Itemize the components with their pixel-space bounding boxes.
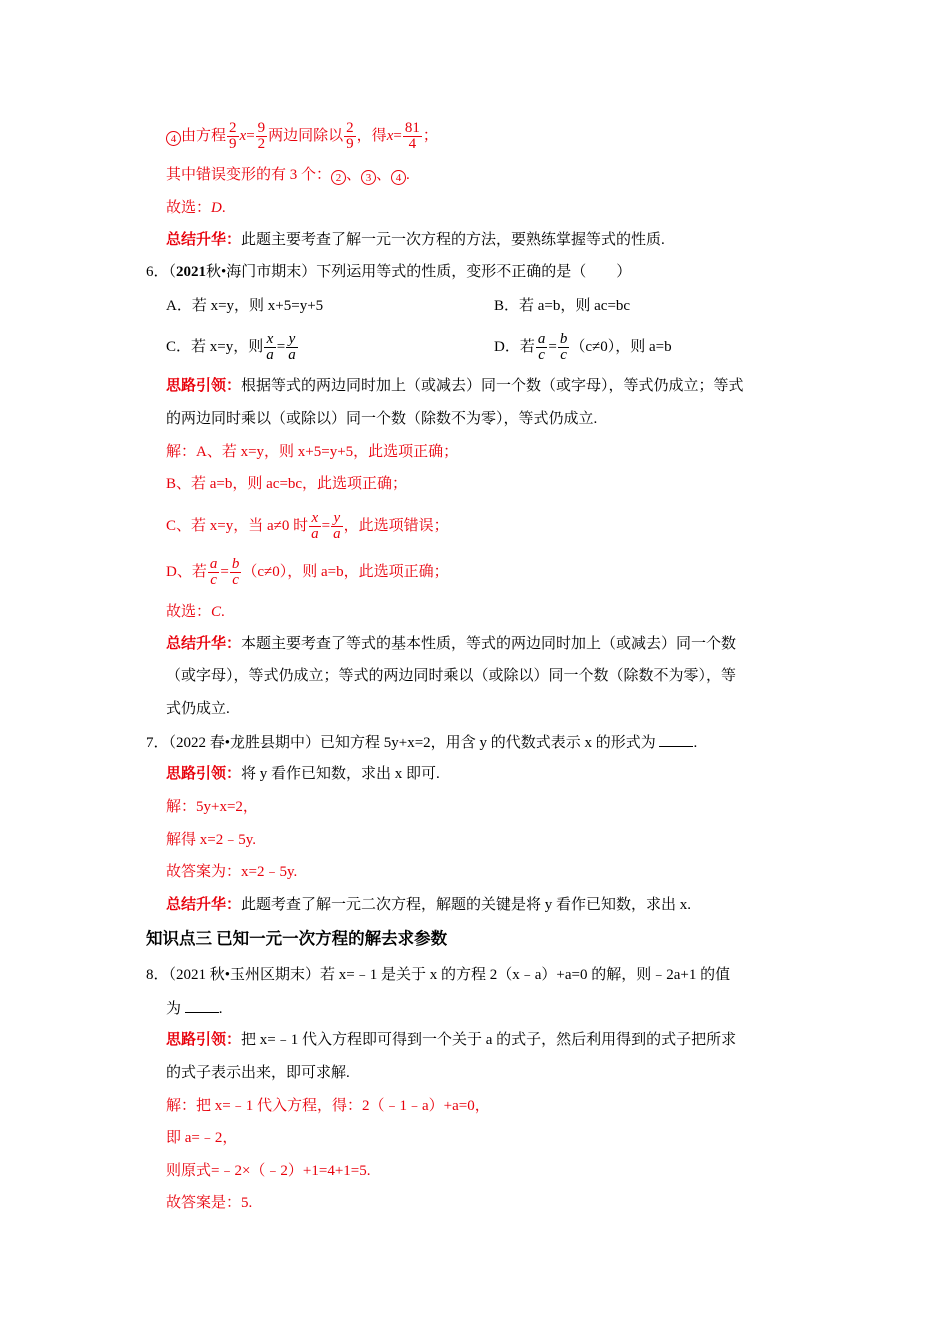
q6-answer: 故选：C. [166, 604, 225, 620]
q7-stem: 7．（2022 春•龙胜县期中）已知方程 5y+x=2，用含 y 的代数式表示 x 的形式为 . [146, 732, 697, 753]
q6-summary-line1: 总结升华：本题主要考查了等式的基本性质，等式的两边同时加上（或减去）同一个数 [166, 636, 737, 652]
summary-label: 总结升华： [166, 897, 242, 913]
q6-solution-b: B、若 a=b，则 ac=bc，此选项正确； [166, 476, 408, 492]
q7-summary: 总结升华：此题考查了解一元二次方程，解题的关键是将 y 看作已知数，求出 x. [166, 897, 692, 913]
fraction: $\frac{y}{a}$ [288, 331, 296, 364]
item4-pre: 由方程 [181, 128, 227, 144]
fraction: $\frac{2}{9}$ [346, 120, 354, 153]
q6-summary-line3: 式仍成立. [166, 701, 230, 717]
fraction: $\frac{81}{4}$ [404, 120, 420, 153]
fraction: $\frac{b}{c}$ [559, 331, 568, 364]
q7-hint: 思路引领：将 y 看作已知数，求出 x 即可. [166, 766, 440, 782]
q6-solution-c: C、若 x=y，当 a≠0 时 $\frac{x}{a}$ = $\frac{y}{a}$ ，此选项错误； [166, 510, 449, 543]
q6-summary-line2: （或字母），等式仍成立；等式的两边同时乘以（或除以）同一个数（除数不为零），等 [166, 668, 737, 684]
circled-number: 4 [166, 131, 181, 146]
q8-solution-2: 即 a=﹣2， [166, 1130, 238, 1146]
q5-answer: 故选：D. [166, 200, 226, 216]
summary-label: 总结升华： [166, 636, 242, 652]
q6-hint-line1: 思路引领：根据等式的两边同时加上（或减去）同一个数（或字母），等式仍成立；等式 [166, 378, 744, 394]
q6-solution-a: 解：A、若 x=y，则 x+5=y+5，此选项正确； [166, 444, 459, 460]
hint-label: 思路引领： [166, 1032, 242, 1048]
hint-label: 思路引领： [166, 766, 242, 782]
q8-stem-line1: 8．（2021 秋•玉州区期末）若 x=﹣1 是关于 x 的方程 2（x﹣a）+a=0 的解，则﹣2a+1 的值 [146, 967, 731, 983]
answer-blank [659, 732, 693, 747]
q8-solution-1: 解：把 x=﹣1 代入方程，得：2（﹣1﹣a）+a=0， [166, 1098, 490, 1114]
q6-option-b: B．若 a=b，则 ac=bc [494, 298, 631, 314]
q6-solution-d: D、若 $\frac{a}{c}$ = $\frac{b}{c}$ （c≠0），则 a=b，此选项正确； [166, 556, 449, 589]
fraction: $\frac{9}{2}$ [257, 120, 266, 153]
fraction: $\frac{x}{a}$ [311, 510, 319, 543]
q8-hint-line1: 思路引领：把 x=﹣1 代入方程即可得到一个关于 a 的式子，然后利用得到的式子把所求 [166, 1032, 737, 1048]
q5-summary: 总结升华：此题主要考查了解一元一次方程的方法，要熟练掌握等式的性质. [166, 232, 665, 248]
q6-option-c: C．若 x=y，则 $\frac{x}{a}$ = $\frac{y}{a}$ [166, 331, 296, 364]
q6-stem: 6．（2021秋•海门市期末）下列运用等式的性质，变形不正确的是（ ） [146, 264, 632, 280]
q8-hint-line2: 的式子表示出来，即可求解. [166, 1065, 350, 1081]
q6-hint-line2: 的两边同时乘以（或除以）同一个数（除数不为零），等式仍成立. [166, 411, 598, 427]
wrong-count-line: 其中错误变形的有 3 个： 2 、 3 、 4 . [166, 167, 410, 184]
fraction: $\frac{y}{a}$ [333, 510, 341, 543]
fraction: $\frac{a}{c}$ [209, 556, 218, 589]
circled-number: 2 [331, 170, 346, 185]
fraction: $\frac{2}{9}$ [229, 120, 237, 153]
section-heading: 知识点三 已知一元一次方程的解去求参数 [146, 929, 448, 948]
q8-stem-line2: 为 . [166, 998, 223, 1019]
item4-line: 4 由方程 $\frac{2}{9}$ x= $\frac{9}{2}$ 两边同除以 $\frac{2}{9}$ ，得x= $\frac{81}{4}$ ； [166, 117, 438, 155]
q8-solution-3: 则原式=﹣2×（﹣2）+1=4+1=5. [166, 1163, 371, 1179]
answer-blank [185, 998, 219, 1013]
circled-number: 3 [361, 170, 376, 185]
q7-solution-1: 解：5y+x=2， [166, 799, 258, 815]
q7-solution-2: 解得 x=2﹣5y. [166, 832, 256, 848]
q8-solution-4: 故答案是：5. [166, 1195, 253, 1211]
fraction: $\frac{x}{a}$ [266, 331, 274, 364]
hint-label: 思路引领： [166, 378, 242, 394]
circled-number: 4 [391, 170, 406, 185]
summary-label: 总结升华： [166, 232, 242, 248]
q6-option-d: D．若 $\frac{a}{c}$ = $\frac{b}{c}$ （c≠0），则 a=b [494, 331, 672, 364]
q6-option-a: A．若 x=y，则 x+5=y+5 [166, 298, 324, 314]
q7-solution-3: 故答案为：x=2﹣5y. [166, 864, 298, 880]
fraction: $\frac{b}{c}$ [231, 556, 240, 589]
fraction: $\frac{a}{c}$ [537, 331, 546, 364]
